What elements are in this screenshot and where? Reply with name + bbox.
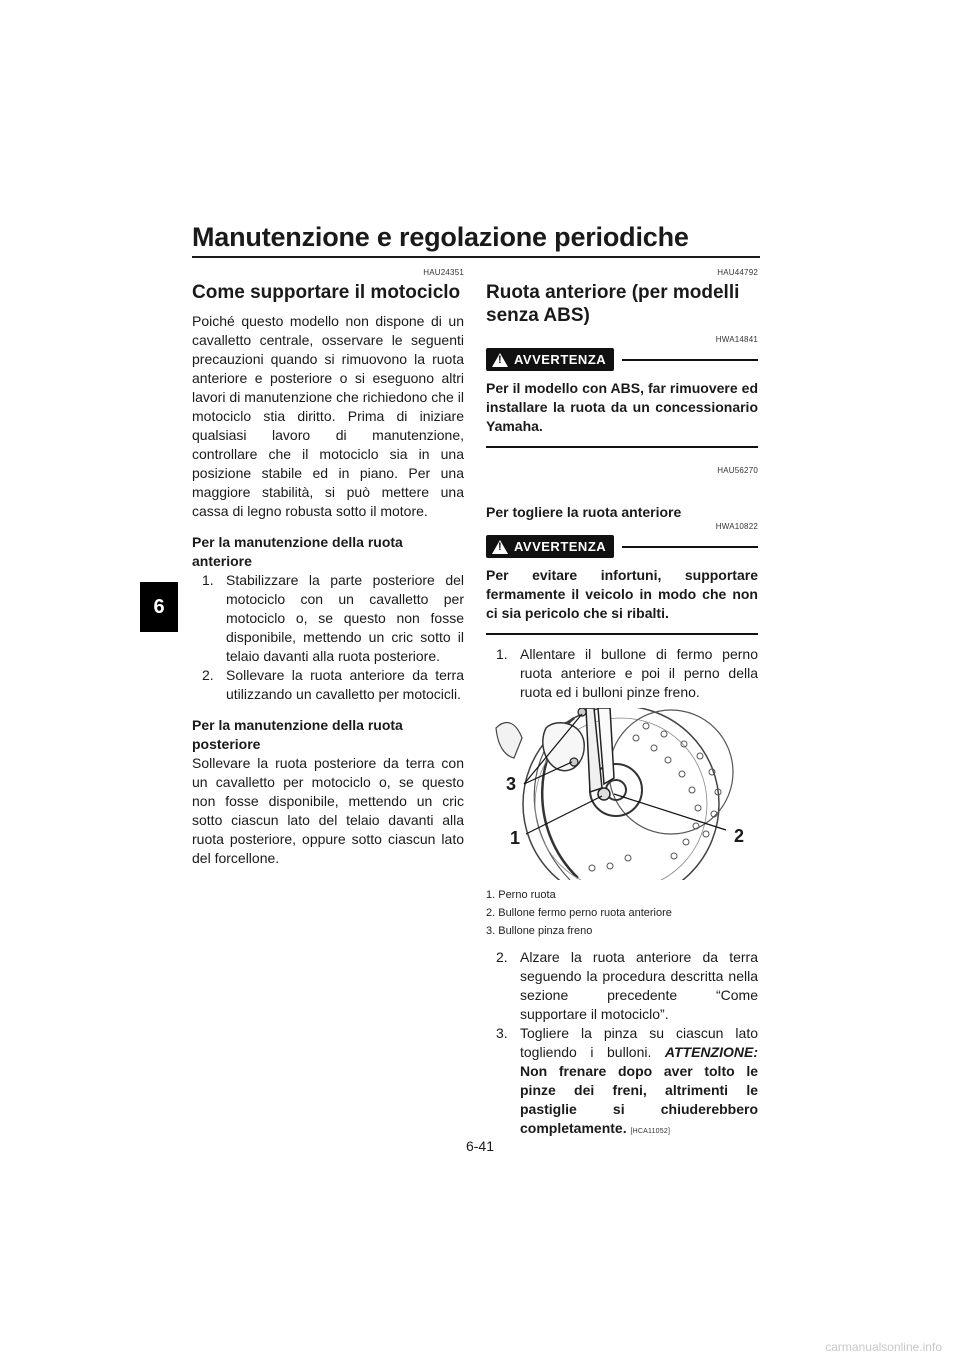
step-text: Stabilizzare la parte posteriore del motociclo con un cavalletto per motociclo o, se questo non fosse disponibile, mettendo un cric sotto il telaio davanti alla ruota posteriore.: [226, 572, 464, 664]
section-code: HAU44792: [717, 268, 758, 277]
warning-label: AVVERTENZA: [514, 352, 607, 367]
section-title-front-wheel: Ruota anteriore (per modelli senza ABS): [486, 282, 740, 326]
caution-text: Non frenare dopo aver tolto le pinze dei freni, altrimenti le pastiglie si chiuderebbero completamente.: [520, 1063, 758, 1136]
right-column: [486, 268, 758, 1141]
step-number: 3.: [496, 1025, 508, 1041]
warning-triangle-icon: [492, 353, 508, 367]
left-column: [192, 268, 464, 868]
caption-1: 1. Perno ruota: [486, 889, 556, 901]
subheading-remove-front-wheel: Per togliere la ruota anteriore: [486, 504, 682, 520]
front-wheel-illustration: [486, 708, 758, 880]
subheading-front-wheel: Per la manutenzione della ruota anteriore: [192, 534, 403, 569]
list-item: [192, 666, 464, 704]
step-number: 2.: [496, 949, 508, 965]
warning-rule: [622, 546, 758, 548]
step-number: 1.: [202, 572, 214, 588]
callout-1: 1: [510, 828, 521, 848]
removal-steps-b: [486, 948, 758, 1141]
warning-text-support: Per evitare infortuni, supportare fermamente il veicolo in modo che non ci sia pericolo che si ribalti.: [486, 567, 758, 621]
warning-text-abs: Per il modello con ABS, far rimuovere ed installare la ruota da un concessionario Yamaha.: [486, 380, 758, 434]
warning-badge: [486, 348, 614, 371]
caption-3: 3. Bullone pinza freno: [486, 925, 593, 937]
watermark: carmanualsonline.info: [825, 1340, 942, 1354]
section-title-support: Come supportare il motociclo: [192, 282, 461, 303]
warning-header: [486, 348, 758, 371]
warning-rule: [622, 359, 758, 361]
list-item: [486, 948, 758, 1024]
step-number: 2.: [202, 667, 214, 683]
list-item: [486, 645, 758, 702]
title-rule: [192, 256, 760, 258]
warning-end-rule: [486, 446, 758, 448]
chapter-tab: 6: [140, 582, 178, 632]
step-text: Sollevare la ruota anteriore da terra utilizzando un cavalletto per motocicli.: [226, 667, 464, 702]
warning-end-rule: [486, 633, 758, 635]
step-number: 1.: [496, 646, 508, 662]
warning-badge: [486, 535, 614, 558]
callout-3: 3: [506, 774, 517, 794]
removal-steps-a: [486, 645, 758, 702]
warning-triangle-icon: [492, 540, 508, 554]
warning-code: HWA10822: [715, 522, 758, 531]
front-wheel-figure: [486, 708, 758, 880]
section-code: HAU24351: [423, 268, 464, 277]
callout-2: 2: [734, 826, 745, 846]
step-text: Alzare la ruota anteriore da terra seguendo la procedura descritta nella sezione precedente “Come supportare il motociclo”.: [520, 949, 758, 1022]
caption-2: 2. Bullone fermo perno ruota anteriore: [486, 907, 672, 919]
warning-code: HWA14841: [715, 335, 758, 344]
step-text: Togliere la pinza su ciascun lato togliendo i bulloni.: [520, 1025, 758, 1060]
subheading-rear-wheel: Per la manutenzione della ruota posteriore: [192, 717, 403, 752]
caution-label: ATTENZIONE:: [664, 1044, 758, 1060]
caution-code: [HCA11052]: [630, 1128, 671, 1135]
warning-label: AVVERTENZA: [514, 539, 607, 554]
front-wheel-steps: [192, 571, 464, 704]
page-number: 6-41: [465, 1138, 495, 1154]
list-item: [486, 1024, 758, 1141]
section-code: HAU56270: [717, 466, 758, 475]
rear-wheel-body: Sollevare la ruota posteriore da terra con un cavalletto per motociclo o, se questo non fosse disponibile, mettendo un cric sotto ciascun lato del telaio davanti alla ruota posteriore, oppure sotto ciascun lato del forcellone.: [192, 755, 464, 866]
step-text: Allentare il bullone di fermo perno ruota anteriore e poi il perno della ruota ed i bulloni pinze freno.: [520, 646, 758, 700]
warning-header: [486, 535, 758, 558]
page-title: Manutenzione e regolazione periodiche: [192, 222, 689, 252]
support-body: Poiché questo modello non dispone di un cavalletto centrale, osservare le seguenti precauzioni quando si rimuovono la ruota anteriore e posteriore o si eseguono altri lavori di manutenzione che richiedono che il motociclo stia diritto. Prima di iniziare qualsiasi lavoro di manutenzione, controllare che il motociclo sia in una posizione stabile ed in piano. Per una maggiore stabilità, si può mettere una cassa di legno robusta sotto il motore.: [192, 313, 464, 519]
list-item: [192, 571, 464, 666]
